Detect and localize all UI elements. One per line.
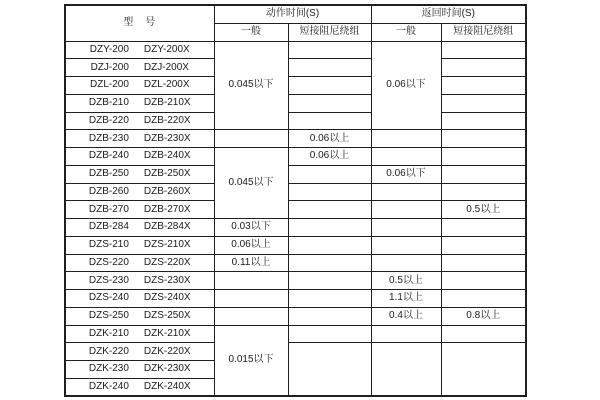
model-cell — [65, 201, 214, 219]
model-name: DZS-210 — [88, 239, 129, 251]
return-short-damping-cell — [441, 112, 526, 130]
table-body — [65, 41, 526, 396]
table-row — [65, 307, 526, 325]
model-name: DZK-240X — [143, 380, 191, 392]
table-row — [65, 343, 526, 361]
model-pair — [66, 169, 214, 179]
model-name: DZB-240 — [88, 150, 129, 162]
table-row — [65, 165, 526, 183]
model-name: DZS-220 — [88, 256, 129, 268]
model-name: DZS-250X — [143, 310, 191, 322]
action-general-cell — [214, 307, 288, 325]
model-cell — [65, 343, 214, 361]
table-row — [65, 112, 526, 130]
return-general-cell — [371, 219, 441, 237]
return-short-damping-cell — [441, 343, 526, 396]
model-cell — [65, 41, 214, 59]
return-short-damping-cell — [441, 130, 526, 148]
return-short-damping-cell — [441, 148, 526, 166]
table-row — [65, 290, 526, 308]
table-row — [65, 148, 526, 166]
return-general-cell: 0.06以下 — [371, 165, 441, 183]
model-pair — [66, 382, 214, 392]
action-general-cell: 0.06以上 — [214, 236, 288, 254]
action-short-damping-cell — [288, 219, 371, 237]
model-pair — [66, 205, 214, 215]
model-cell — [65, 236, 214, 254]
header-return-short-damping: 短接阻尼绕组 — [441, 23, 526, 41]
header-action-short-damping: 短接阻尼绕组 — [288, 23, 371, 41]
header-return-time: 返回时间(S) — [371, 5, 526, 23]
model-cell — [65, 94, 214, 112]
action-short-damping-cell: 0.06以上 — [288, 148, 371, 166]
return-short-damping-cell — [441, 41, 526, 59]
return-short-damping-cell: 0.5以上 — [441, 201, 526, 219]
return-general-cell — [371, 130, 441, 148]
return-short-damping-cell — [441, 272, 526, 290]
action-general-cell: 0.045以下 — [214, 148, 288, 219]
model-pair — [66, 134, 214, 144]
model-pair — [66, 258, 214, 268]
model-cell — [65, 183, 214, 201]
return-short-damping-cell — [441, 254, 526, 272]
return-short-damping-cell — [441, 325, 526, 343]
model-name: DZB-220X — [143, 114, 191, 126]
model-name: DZL-200X — [143, 79, 190, 91]
return-general-cell: 0.4以上 — [371, 307, 441, 325]
model-pair — [66, 98, 214, 108]
return-short-damping-cell — [441, 236, 526, 254]
model-cell — [65, 378, 214, 396]
return-general-cell — [371, 343, 441, 396]
model-pair — [66, 151, 214, 161]
model-pair — [66, 116, 214, 126]
table-header — [65, 5, 526, 41]
model-pair — [66, 293, 214, 303]
model-cell — [65, 130, 214, 148]
return-short-damping-cell — [441, 165, 526, 183]
header-action-time: 动作时间(S) — [214, 5, 371, 23]
return-general-cell — [371, 148, 441, 166]
model-cell — [65, 59, 214, 77]
model-cell — [65, 361, 214, 379]
return-general-cell — [371, 201, 441, 219]
model-name: DZK-240 — [88, 380, 129, 392]
action-general-cell: 0.11以上 — [214, 254, 288, 272]
table-row — [65, 59, 526, 77]
model-name: DZK-210 — [88, 327, 129, 339]
action-short-damping-cell — [288, 112, 371, 130]
return-general-cell — [371, 183, 441, 201]
action-short-damping-cell — [288, 183, 371, 201]
model-pair — [66, 311, 214, 321]
model-name: DZK-220X — [143, 345, 191, 357]
relay-spec-table — [64, 4, 527, 397]
model-name: DZY-200X — [143, 43, 190, 55]
table-row — [65, 254, 526, 272]
model-name: DZB-260X — [143, 185, 191, 197]
model-pair — [66, 80, 214, 90]
action-general-cell: 0.015以下 — [214, 325, 288, 396]
model-pair — [66, 222, 214, 232]
model-name: DZS-220X — [143, 256, 191, 268]
model-name: DZK-230X — [143, 363, 191, 375]
model-pair — [66, 329, 214, 339]
model-cell — [65, 290, 214, 308]
action-short-damping-cell — [288, 94, 371, 112]
model-name: DZB-284X — [143, 221, 191, 233]
model-name: DZS-230X — [143, 274, 191, 286]
model-pair — [66, 364, 214, 374]
action-short-damping-cell — [288, 272, 371, 290]
return-general-cell: 0.06以下 — [371, 41, 441, 130]
model-name: DZB-230 — [88, 132, 129, 144]
model-cell — [65, 325, 214, 343]
model-name: DZK-230 — [88, 363, 129, 375]
model-name: DZS-210X — [143, 239, 191, 251]
action-short-damping-cell — [288, 41, 371, 59]
model-name: DZB-220 — [88, 114, 129, 126]
return-short-damping-cell — [441, 94, 526, 112]
action-short-damping-cell — [288, 343, 371, 396]
model-name: DZK-220 — [88, 345, 129, 357]
model-name: DZS-240 — [88, 292, 129, 304]
model-cell — [65, 148, 214, 166]
table-row — [65, 201, 526, 219]
table-row — [65, 272, 526, 290]
action-short-damping-cell — [288, 325, 371, 343]
model-name: DZB-250X — [143, 168, 191, 180]
return-short-damping-cell — [441, 290, 526, 308]
model-pair — [66, 63, 214, 73]
return-general-cell — [371, 254, 441, 272]
model-pair — [66, 187, 214, 197]
model-name: DZB-260 — [88, 185, 129, 197]
model-pair — [66, 240, 214, 250]
return-short-damping-cell — [441, 183, 526, 201]
header-row-groups — [65, 5, 526, 23]
model-name: DZL-200 — [90, 79, 129, 91]
model-cell — [65, 254, 214, 272]
return-short-damping-cell — [441, 77, 526, 95]
model-name: DZB-250 — [88, 168, 129, 180]
table-row — [65, 325, 526, 343]
action-short-damping-cell — [288, 290, 371, 308]
table-row — [65, 77, 526, 95]
table-row — [65, 94, 526, 112]
action-general-cell — [214, 290, 288, 308]
model-cell — [65, 219, 214, 237]
model-name: DZS-230 — [88, 274, 129, 286]
return-general-cell — [371, 325, 441, 343]
model-name: DZB-240X — [143, 150, 191, 162]
model-cell — [65, 272, 214, 290]
return-short-damping-cell — [441, 219, 526, 237]
model-name: DZJ-200 — [90, 61, 129, 73]
action-short-damping-cell — [288, 201, 371, 219]
action-general-cell — [214, 130, 288, 148]
table-row — [65, 219, 526, 237]
table-row — [65, 236, 526, 254]
action-short-damping-cell — [288, 59, 371, 77]
return-general-cell — [371, 236, 441, 254]
model-name: DZK-210X — [143, 327, 191, 339]
model-cell — [65, 307, 214, 325]
model-pair — [66, 276, 214, 286]
return-general-cell: 1.1以上 — [371, 290, 441, 308]
model-cell — [65, 112, 214, 130]
model-cell — [65, 77, 214, 95]
model-name: DZS-240X — [143, 292, 191, 304]
model-name: DZB-210X — [143, 97, 191, 109]
action-short-damping-cell — [288, 307, 371, 325]
action-general-cell: 0.03以下 — [214, 219, 288, 237]
return-short-damping-cell: 0.8以上 — [441, 307, 526, 325]
table-row — [65, 183, 526, 201]
model-name: DZS-250 — [88, 310, 129, 322]
model-name: DZB-284 — [88, 221, 129, 233]
model-name: DZB-210 — [88, 97, 129, 109]
header-action-general: 一般 — [214, 23, 288, 41]
action-short-damping-cell — [288, 254, 371, 272]
action-general-cell: 0.045以下 — [214, 41, 288, 130]
model-name: DZB-230X — [143, 132, 191, 144]
model-name: DZY-200 — [89, 43, 129, 55]
action-general-cell — [214, 272, 288, 290]
return-short-damping-cell — [441, 59, 526, 77]
model-pair — [66, 347, 214, 357]
model-name: DZB-270X — [143, 203, 191, 215]
return-general-cell: 0.5以上 — [371, 272, 441, 290]
table-row — [65, 130, 526, 148]
action-short-damping-cell: 0.06以上 — [288, 130, 371, 148]
model-name: DZB-270 — [88, 203, 129, 215]
action-short-damping-cell — [288, 77, 371, 95]
model-cell — [65, 165, 214, 183]
table-row — [65, 41, 526, 59]
action-short-damping-cell — [288, 236, 371, 254]
model-pair — [66, 45, 214, 55]
action-short-damping-cell — [288, 165, 371, 183]
header-model: 型 号 — [65, 5, 214, 41]
model-name: DZJ-200X — [143, 61, 189, 73]
header-return-general: 一般 — [371, 23, 441, 41]
